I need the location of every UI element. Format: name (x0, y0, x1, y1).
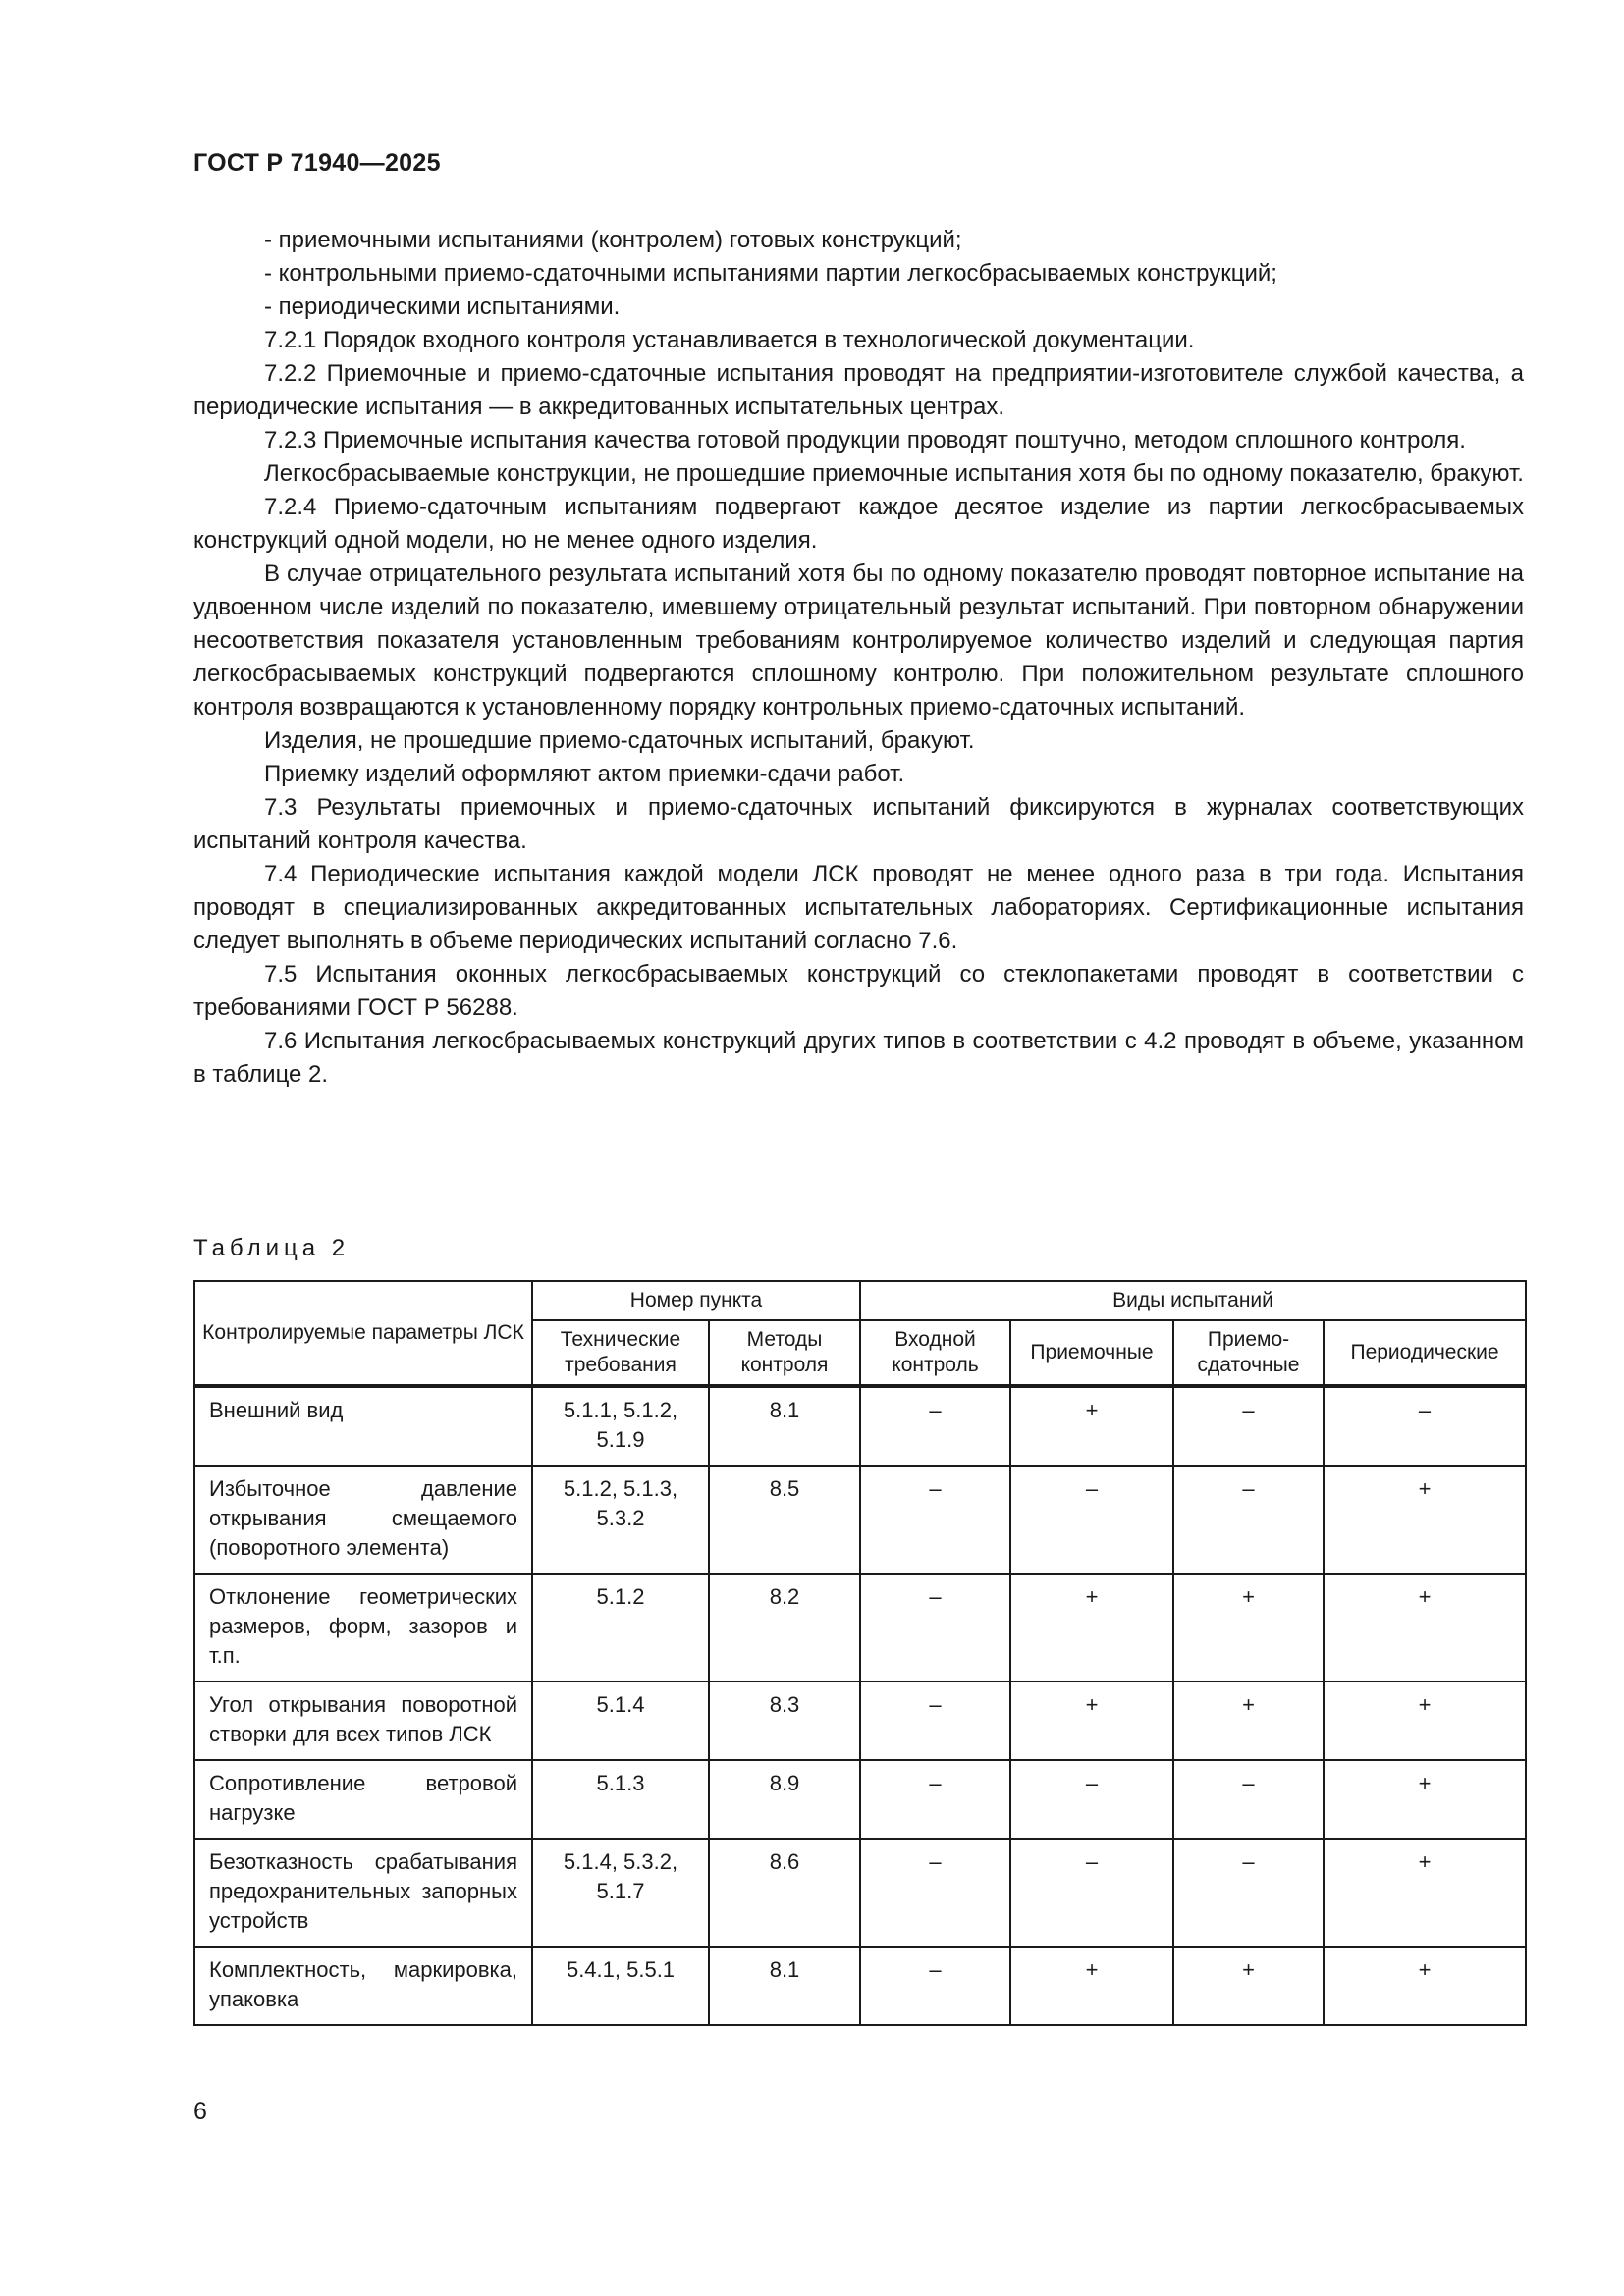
cell-periodic: + (1324, 1947, 1526, 2025)
cell-param: Избыточное давление открывания смещаемого (поворотного элемента) (194, 1466, 532, 1574)
cell-param: Комплектность, маркировка, упаковка (194, 1947, 532, 2025)
cell-tech: 5.1.4, 5.3.2, 5.1.7 (532, 1839, 709, 1947)
paragraph: 7.2.1 Порядок входного контроля устанавливается в технологической документации. (264, 327, 1195, 353)
paragraph: 7.6 Испытания легкосбрасываемых конструкций других типов в соответствии с 4.2 проводят в объеме, указанном в таблице 2. (193, 1028, 1524, 1088)
table-row (194, 1839, 1526, 1947)
paragraph: 7.2.2 Приемочные и приемо-сдаточные испытания проводят на предприятии-изготовителе службой качества, а периодические испытания — в аккредитованных испытательных центрах. (193, 360, 1524, 420)
cell-method: 8.6 (709, 1839, 860, 1947)
cell-tech: 5.1.2, 5.1.3, 5.3.2 (532, 1466, 709, 1574)
cell-delivery: + (1173, 1947, 1324, 2025)
paragraph: 7.2.4 Приемо-сдаточным испытаниям подвергают каждое десятое изделие из партии легкосбрасываемых конструкций одной модели, но не менее одного изделия. (193, 494, 1524, 554)
cell-delivery: – (1173, 1466, 1324, 1574)
cell-param: Угол открывания поворотной створки для всех типов ЛСК (194, 1682, 532, 1760)
tests-table (193, 1280, 1527, 2026)
header-incoming: Входной контроль (860, 1320, 1010, 1386)
paragraph: Легкосбрасываемые конструкции, не прошедшие приемочные испытания хотя бы по одному показателю, бракуют. (264, 460, 1524, 487)
cell-delivery: + (1173, 1682, 1324, 1760)
cell-periodic: + (1324, 1760, 1526, 1839)
cell-param: Сопротивление ветровой нагрузке (194, 1760, 532, 1839)
paragraph: 7.3 Результаты приемочных и приемо-сдаточных испытаний фиксируются в журналах соответствующих испытаний контроля качества. (193, 794, 1524, 854)
cell-periodic: – (1324, 1386, 1526, 1466)
paragraph: 7.4 Периодические испытания каждой модели ЛСК проводят не менее одного раза в три года. Испытания проводят в специализированных аккредитованных испытательных лабораториях. Сертификационные испытания следует выполнять в объеме периодических испытаний согласно 7.6. (193, 861, 1524, 954)
paragraph: 7.5 Испытания оконных легкосбрасываемых конструкций со стеклопакетами проводят в соответствии с требованиями ГОСТ Р 56288. (193, 961, 1524, 1021)
paragraph: Приемку изделий оформляют актом приемки-сдачи работ. (264, 761, 905, 787)
table-caption: Таблица 2 (193, 1235, 351, 1261)
paragraph: 7.2.3 Приемочные испытания качества готовой продукции проводят поштучно, методом сплошного контроля. (264, 427, 1466, 454)
header-clause-group: Номер пункта (532, 1281, 860, 1320)
paragraph: Изделия, не прошедшие приемо-сдаточных испытаний, бракуют. (264, 727, 975, 754)
cell-acceptance: – (1010, 1466, 1173, 1574)
cell-method: 8.1 (709, 1947, 860, 2025)
cell-tech: 5.1.1, 5.1.2, 5.1.9 (532, 1386, 709, 1466)
cell-periodic: + (1324, 1839, 1526, 1947)
table-row (194, 1760, 1526, 1839)
cell-param: Безотказность срабатывания предохранительных запорных устройств (194, 1839, 532, 1947)
cell-param: Внешний вид (194, 1386, 532, 1466)
list-item: - контрольными приемо-сдаточными испытаниями партии легкосбрасываемых конструкций; (264, 260, 1277, 287)
document-body (193, 224, 1524, 1092)
cell-incoming: – (860, 1839, 1010, 1947)
table-row (194, 1386, 1526, 1466)
cell-delivery: – (1173, 1386, 1324, 1466)
header-methods: Методы контроля (709, 1320, 860, 1386)
list-item: - периодическими испытаниями. (264, 294, 621, 320)
cell-incoming: – (860, 1574, 1010, 1682)
cell-param: Отклонение геометрических размеров, форм, зазоров и т.п. (194, 1574, 532, 1682)
list-item: - приемочными испытаниями (контролем) готовых конструкций; (264, 227, 962, 253)
header-acceptance: Приемочные (1010, 1320, 1173, 1386)
cell-delivery: – (1173, 1760, 1324, 1839)
page-number: 6 (193, 2098, 207, 2125)
cell-method: 8.9 (709, 1760, 860, 1839)
paragraph: В случае отрицательного результата испытаний хотя бы по одному показателю проводят повторное испытание на удвоенном числе изделий по показателю, имевшему отрицательный результат испытаний. При повторном обнаружении несоответствия показателя установленным требованиям контролируемое количество изделий и следующая партия легкосбрасываемых конструкций подвергаются сплошному контролю. При положительном результате сплошного контроля возвращаются к установленному порядку контрольных приемо-сдаточных испытаний. (193, 561, 1524, 721)
table-row (194, 1466, 1526, 1574)
header-param: Контролируемые параметры ЛСК (194, 1281, 532, 1386)
header-delivery: Приемо-сдаточные (1173, 1320, 1324, 1386)
cell-periodic: + (1324, 1466, 1526, 1574)
cell-method: 8.2 (709, 1574, 860, 1682)
cell-periodic: + (1324, 1682, 1526, 1760)
cell-tech: 5.1.4 (532, 1682, 709, 1760)
cell-tech: 5.1.3 (532, 1760, 709, 1839)
cell-incoming: – (860, 1947, 1010, 2025)
document-header: ГОСТ Р 71940—2025 (193, 149, 441, 177)
cell-acceptance: – (1010, 1760, 1173, 1839)
cell-acceptance: – (1010, 1839, 1173, 1947)
cell-tech: 5.4.1, 5.5.1 (532, 1947, 709, 2025)
cell-tech: 5.1.2 (532, 1574, 709, 1682)
cell-method: 8.5 (709, 1466, 860, 1574)
header-tech-req: Технические требования (532, 1320, 709, 1386)
table-row (194, 1574, 1526, 1682)
cell-method: 8.3 (709, 1682, 860, 1760)
cell-periodic: + (1324, 1574, 1526, 1682)
cell-acceptance: + (1010, 1574, 1173, 1682)
header-tests-group: Виды испытаний (860, 1281, 1526, 1320)
cell-delivery: + (1173, 1574, 1324, 1682)
cell-acceptance: + (1010, 1386, 1173, 1466)
cell-delivery: – (1173, 1839, 1324, 1947)
cell-incoming: – (860, 1760, 1010, 1839)
cell-acceptance: + (1010, 1682, 1173, 1760)
header-periodic: Периодические (1324, 1320, 1526, 1386)
cell-incoming: – (860, 1466, 1010, 1574)
table-row (194, 1947, 1526, 2025)
cell-acceptance: + (1010, 1947, 1173, 2025)
table-row (194, 1682, 1526, 1760)
cell-incoming: – (860, 1682, 1010, 1760)
cell-method: 8.1 (709, 1386, 860, 1466)
cell-incoming: – (860, 1386, 1010, 1466)
